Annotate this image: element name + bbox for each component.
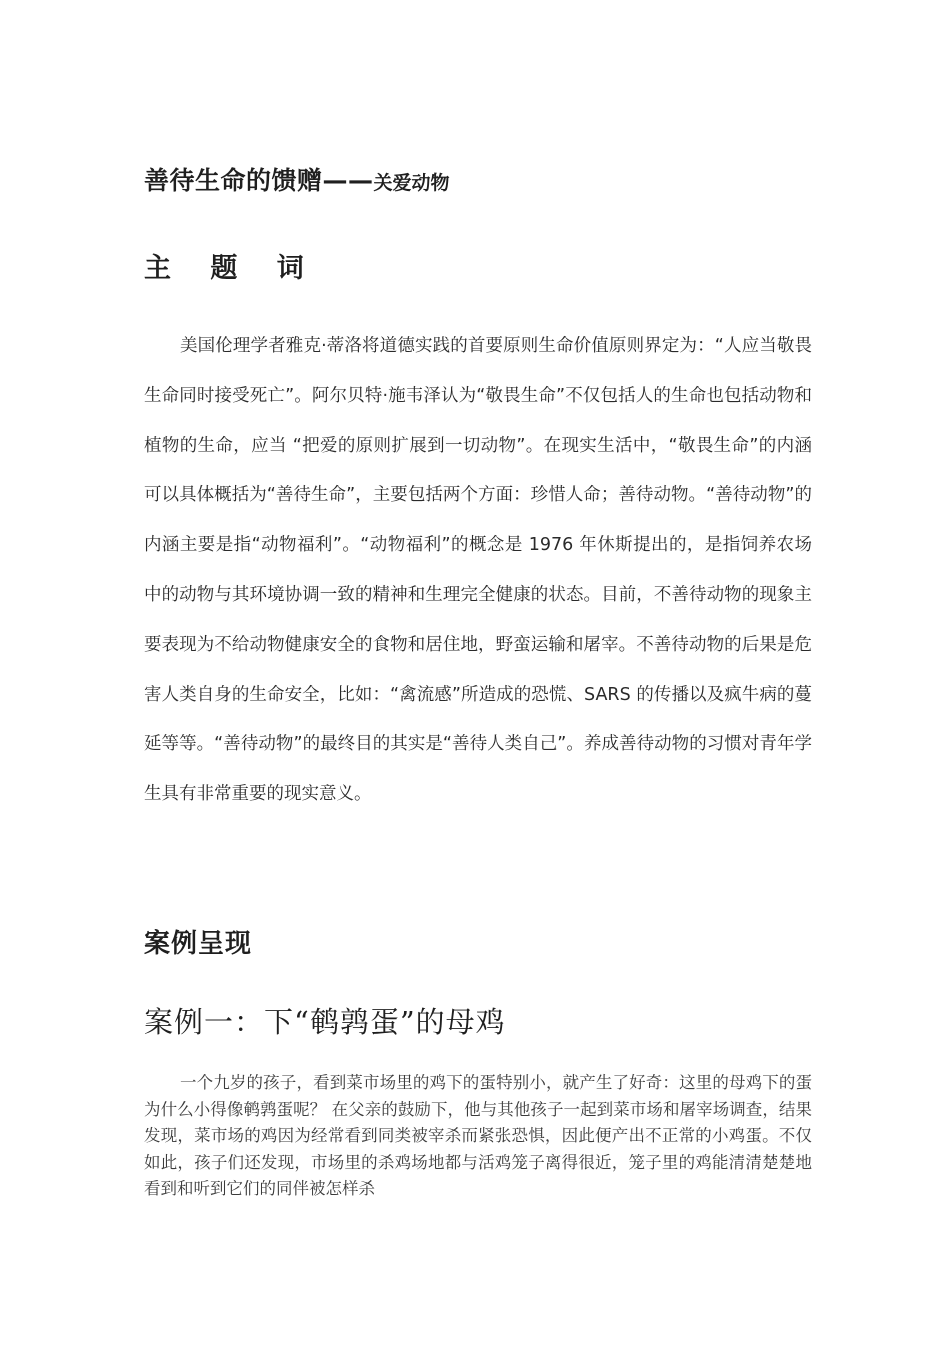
case-one-paragraph: 一个九岁的孩子，看到菜市场里的鸡下的蛋特别小，就产生了好奇：这里的母鸡下的蛋为什么小得像鹌鹑蛋呢？ 在父亲的鼓励下，他与其他孩子一起到菜市场和屠宰场调查，结果发现，菜市场的鸡因为经常看到同类被宰杀而紧张恐惧，因此便产出不正常的小鸡蛋。不仅如此，孩子们还发现，市场里的杀鸡场地都与活鸡笼子离得很近，笼子里的鸡能清清楚楚地看到和听到它们的同伴被怎样杀: [144, 1073, 812, 1198]
title-main: 善待生命的馈赠——: [144, 166, 374, 195]
title-subtitle: 关爱动物: [373, 172, 450, 194]
theme-heading: 主 题 词: [144, 253, 319, 284]
case-section-heading: 案例呈现: [144, 929, 253, 959]
document-title: [144, 163, 450, 201]
case-one-heading: 案例一：下“鹌鹑蛋”的母鸡: [144, 1005, 506, 1039]
theme-paragraph: 美国伦理学者雅克·蒂洛将道德实践的首要原则生命价值原则界定为：“人应当敬畏生命同时接受死亡”。阿尔贝特·施韦泽认为“敬畏生命”不仅包括人的生命也包括动物和植物的生命，应当 “把爱的原则扩展到一切动物”。在现实生活中，“敬畏生命”的内涵可以具体概括为“善待生命”，主要包括两个方面：珍惜人命；善待动物。“善待动物”的内涵主要是指“动物福利”。“动物福利”的概念是 1976 年休斯提出的，是指饲养农场中的动物与其环境协调一致的精神和生理完全健康的状态。目前，不善待动物的现象主要表现为不给动物健康安全的食物和居住地，野蛮运输和屠宰。不善待动物的后果是危害人类自身的生命安全，比如：“禽流感”所造成的恐慌、SARS 的传播以及疯牛病的蔓延等等。“善待动物”的最终目的其实是“善待人类自己”。养成善待动物的习惯对青年学生具有非常重要的现实意义。: [144, 336, 812, 805]
